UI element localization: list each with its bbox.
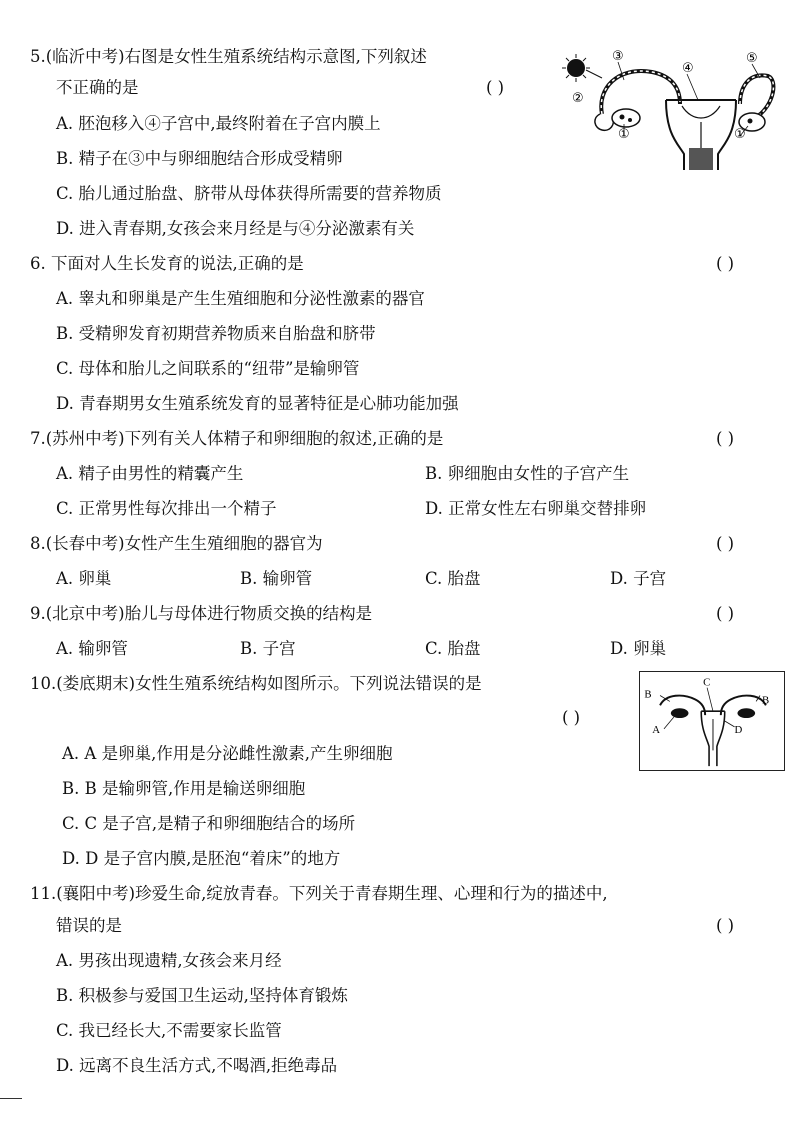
q7-option-b: B. 卵细胞由女性的子宫产生 bbox=[425, 464, 630, 483]
q5-answer-paren: ( ) bbox=[486, 78, 505, 97]
fig1-label-1-right: ① bbox=[734, 127, 746, 142]
q6-option-b: B. 受精卵发育初期营养物质来自胎盘和脐带 bbox=[56, 324, 376, 343]
q7-stem: 7.(苏州中考)下列有关人体精子和卵细胞的叙述,正确的是 bbox=[30, 429, 444, 448]
q9-option-b: B. 子宫 bbox=[240, 639, 296, 658]
footer-rule bbox=[0, 1098, 22, 1099]
q5-reproductive-system-figure bbox=[562, 44, 776, 170]
q11-stem-line1: 11.(襄阳中考)珍爱生命,绽放青春。下列关于青春期生理、心理和行为的描述中, bbox=[30, 884, 608, 903]
q10-option-a: A. A 是卵巢,作用是分泌雌性激素,产生卵细胞 bbox=[62, 744, 393, 763]
fig2-label-a: A bbox=[652, 723, 661, 736]
q9-option-a: A. 输卵管 bbox=[56, 639, 128, 658]
fig1-label-1-left: ① bbox=[618, 127, 630, 142]
q8-stem: 8.(长春中考)女性产生生殖细胞的器官为 bbox=[30, 534, 323, 553]
q8-answer-paren: ( ) bbox=[716, 534, 735, 553]
q9-stem: 9.(北京中考)胎儿与母体进行物质交换的结构是 bbox=[30, 604, 373, 623]
q10-stem: 10.(娄底期末)女性生殖系统结构如图所示。下列说法错误的是 bbox=[30, 674, 482, 693]
q7-option-d: D. 正常女性左右卵巢交替排卵 bbox=[425, 499, 647, 518]
q10-option-c: C. C 是子宫,是精子和卵细胞结合的场所 bbox=[62, 814, 356, 833]
q6-stem: 6. 下面对人生长发育的说法,正确的是 bbox=[30, 254, 304, 273]
q8-option-b: B. 输卵管 bbox=[240, 569, 313, 588]
q9-answer-paren: ( ) bbox=[716, 604, 735, 623]
q5-stem-line1: 5.(临沂中考)右图是女性生殖系统结构示意图,下列叙述 bbox=[30, 47, 427, 66]
q10-option-d: D. D 是子宫内膜,是胚泡“着床”的地方 bbox=[62, 849, 341, 868]
q6-option-c: C. 母体和胎儿之间联系的“纽带”是输卵管 bbox=[56, 359, 360, 378]
q7-option-a: A. 精子由男性的精囊产生 bbox=[56, 464, 244, 483]
q8-option-a: A. 卵巢 bbox=[56, 569, 112, 588]
q11-answer-paren: ( ) bbox=[716, 916, 735, 935]
q5-stem-line2: 不正确的是 bbox=[56, 78, 139, 97]
q8-option-d: D. 子宫 bbox=[610, 569, 667, 588]
fig1-label-4: ④ bbox=[682, 61, 694, 76]
fig1-label-5: ⑤ bbox=[746, 51, 758, 66]
fig2-label-b-left: B bbox=[644, 688, 652, 701]
q9-option-c: C. 胎盘 bbox=[425, 639, 481, 658]
fig2-label-b-right: B bbox=[761, 694, 770, 707]
q9-option-d: D. 卵巢 bbox=[610, 639, 667, 658]
egg-cell-icon bbox=[562, 54, 590, 82]
q6-option-d: D. 青春期男女生殖系统发育的显著特征是心肺功能加强 bbox=[56, 394, 459, 413]
q11-option-c: C. 我已经长大,不需要家长监管 bbox=[56, 1021, 282, 1040]
q7-option-c: C. 正常男性每次排出一个精子 bbox=[56, 499, 277, 518]
q11-stem-line2: 错误的是 bbox=[56, 916, 122, 935]
q6-option-a: A. 睾丸和卵巢是产生生殖细胞和分泌性激素的器官 bbox=[56, 289, 425, 308]
q5-option-d: D. 进入青春期,女孩会来月经是与④分泌激素有关 bbox=[56, 219, 415, 238]
q10-reproductive-system-figure bbox=[640, 672, 784, 770]
q10-option-b: B. B 是输卵管,作用是输送卵细胞 bbox=[62, 779, 306, 798]
q11-option-d: D. 远离不良生活方式,不喝酒,拒绝毒品 bbox=[56, 1056, 338, 1075]
fig1-label-3: ③ bbox=[612, 49, 624, 64]
fig2-label-c: C bbox=[703, 676, 711, 689]
q5-option-a: A. 胚泡移入④子宫中,最终附着在子宫内膜上 bbox=[56, 114, 381, 133]
q5-option-b: B. 精子在③中与卵细胞结合形成受精卵 bbox=[56, 149, 343, 168]
q6-answer-paren: ( ) bbox=[716, 254, 735, 273]
q11-option-a: A. 男孩出现遗精,女孩会来月经 bbox=[56, 951, 282, 970]
q11-option-b: B. 积极参与爱国卫生运动,坚持体育锻炼 bbox=[56, 986, 348, 1005]
fig1-label-2: ② bbox=[572, 91, 584, 106]
q8-option-c: C. 胎盘 bbox=[425, 569, 481, 588]
q7-answer-paren: ( ) bbox=[716, 429, 735, 448]
q10-figure-box bbox=[639, 671, 785, 771]
q10-answer-paren: ( ) bbox=[562, 708, 581, 727]
fig2-label-d: D bbox=[734, 723, 743, 736]
q5-option-c: C. 胎儿通过胎盘、脐带从母体获得所需要的营养物质 bbox=[56, 184, 442, 203]
